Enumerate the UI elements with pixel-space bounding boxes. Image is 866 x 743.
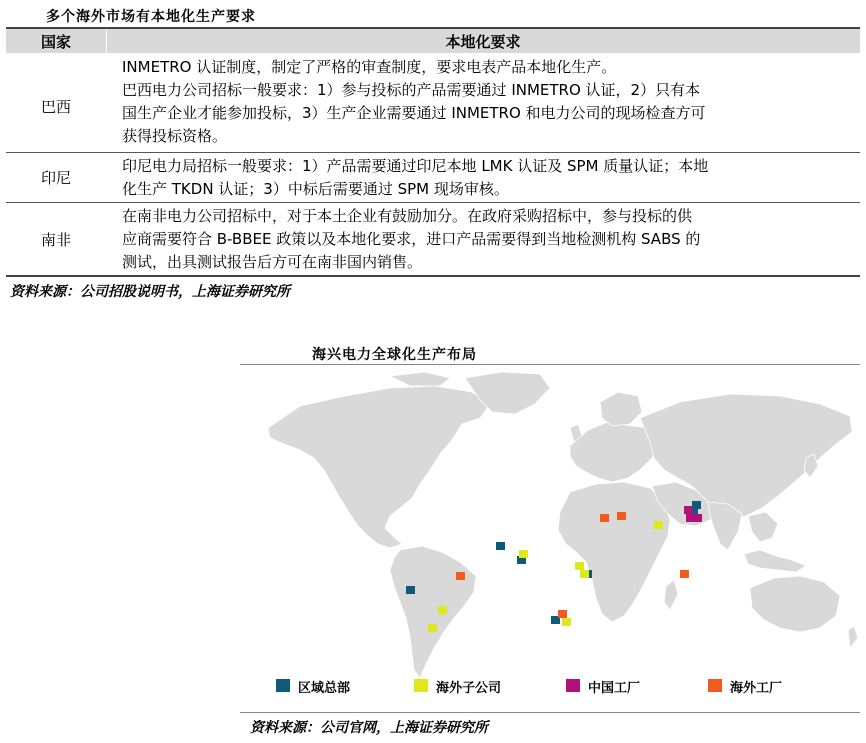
scandinavia bbox=[600, 392, 642, 426]
new-zealand bbox=[848, 626, 858, 648]
world-map bbox=[240, 366, 860, 706]
requirement-indonesia bbox=[122, 155, 852, 201]
south-america-landmass bbox=[390, 546, 476, 678]
requirement-line: 应商需要符合 B-BBEE 政策以及本地化要求，进口产品需要得到当地检测机构 SABS 的 bbox=[122, 230, 701, 248]
map-title-rule bbox=[240, 364, 860, 365]
marker-overseas-factory bbox=[680, 570, 689, 578]
legend-swatch bbox=[414, 679, 428, 692]
requirement-line: 国生产企业才能参加投标，3）生产企业需要通过 INMETRO 和电力公司的现场检查方可 bbox=[122, 104, 706, 122]
southeast-asia bbox=[748, 512, 778, 542]
map-bottom-rule bbox=[240, 712, 860, 713]
legend-label: 海外子公司 bbox=[436, 681, 502, 696]
legend-label: 海外工厂 bbox=[730, 681, 783, 696]
indonesia-landmass bbox=[744, 550, 806, 572]
requirement-line: 测试，出具测试报告后方可在南非国内销售。 bbox=[122, 253, 423, 271]
legend-label: 中国工厂 bbox=[588, 681, 641, 696]
country-indonesia: 印尼 bbox=[40, 169, 71, 187]
canada-islands bbox=[390, 372, 450, 386]
north-america-landmass bbox=[268, 386, 490, 548]
legend-swatch bbox=[708, 679, 722, 692]
marker-china-factory bbox=[684, 506, 693, 514]
marker-overseas-subsidiary bbox=[428, 624, 437, 632]
marker-china-factory bbox=[693, 514, 702, 522]
marker-overseas-factory bbox=[558, 610, 567, 618]
marker-overseas-factory bbox=[617, 512, 626, 520]
marker-regional-hq bbox=[496, 542, 505, 550]
marker-overseas-subsidiary bbox=[580, 570, 589, 578]
map-source: 资料来源：公司官网，上海证券研究所 bbox=[250, 720, 488, 736]
marker-overseas-factory bbox=[600, 514, 609, 522]
africa-landmass bbox=[558, 482, 670, 622]
country-brazil: 巴西 bbox=[40, 98, 71, 116]
marker-china-factory bbox=[692, 501, 701, 509]
header-requirement: 本地化要求 bbox=[445, 33, 521, 51]
marker-overseas-subsidiary bbox=[575, 562, 584, 570]
marker-overseas-subsidiary bbox=[562, 618, 571, 626]
requirement-south-africa bbox=[122, 205, 852, 274]
header-divider bbox=[106, 29, 107, 53]
marker-overseas-subsidiary bbox=[519, 550, 528, 558]
country-south-africa: 南非 bbox=[40, 231, 71, 249]
map-title: 海兴电力全球化生产布局 bbox=[312, 347, 477, 363]
requirement-line: INMETRO 认证制度，制定了严格的审查制度，要求电表产品本地化生产。 bbox=[122, 58, 617, 76]
australia-landmass bbox=[750, 576, 840, 632]
legend-swatch bbox=[276, 679, 290, 692]
requirement-line: 巴西电力公司招标一般要求：1）参与投标的产品需要通过 INMETRO 认证，2）只有本 bbox=[122, 81, 701, 99]
legend-swatch bbox=[566, 679, 580, 692]
requirement-line: 印尼电力局招标一般要求：1）产品需要通过印尼本地 LMK 认证及 SPM 质量认证；本地 bbox=[122, 157, 709, 175]
marker-regional-hq bbox=[406, 586, 415, 594]
requirement-line: 获得投标资格。 bbox=[122, 127, 228, 145]
table-title: 多个海外市场有本地化生产要求 bbox=[46, 9, 256, 25]
row-separator bbox=[6, 152, 860, 153]
header-country: 国家 bbox=[40, 33, 71, 51]
marker-overseas-subsidiary bbox=[654, 521, 663, 529]
legend-label: 区域总部 bbox=[298, 681, 351, 696]
madagascar bbox=[664, 580, 678, 610]
requirement-line: 在南非电力公司招标中，对于本土企业有鼓励加分。在政府采购招标中，参与投标的供 bbox=[122, 207, 693, 225]
marker-overseas-subsidiary bbox=[438, 606, 447, 614]
requirement-line: 化生产 TKDN 认证；3）中标后需要通过 SPM 现场审核。 bbox=[122, 180, 509, 198]
row-separator bbox=[6, 202, 860, 203]
table-header-row bbox=[6, 29, 860, 53]
table-source: 资料来源：公司招股说明书，上海证券研究所 bbox=[10, 284, 290, 300]
marker-overseas-factory bbox=[456, 572, 465, 580]
table-bottom-rule bbox=[6, 275, 860, 277]
requirement-brazil bbox=[122, 56, 852, 148]
